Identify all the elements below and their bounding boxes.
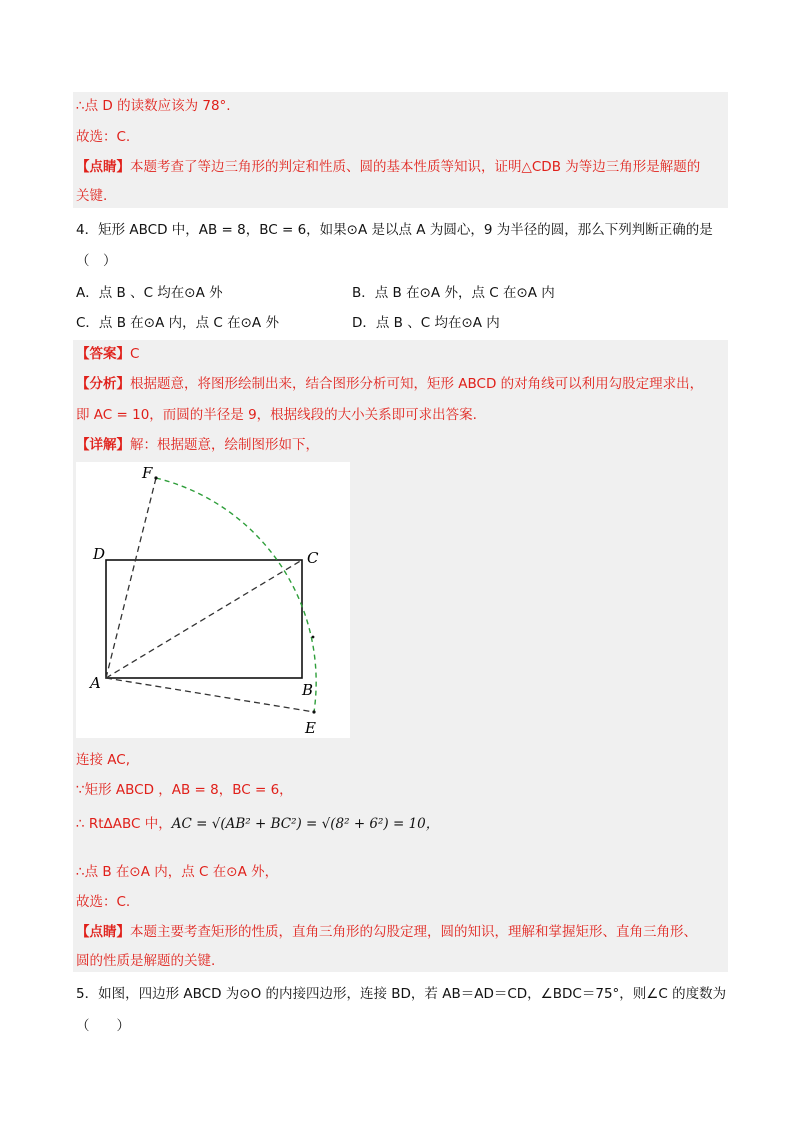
step-connect: 连接 AC, — [76, 752, 131, 768]
analysis-line-2: 即 AC = 10，而圆的半径是 9，根据线段的大小关系即可求出答案. — [76, 407, 477, 423]
arc-mark — [312, 636, 315, 639]
step-since: ∵矩形 ABCD ，AB = 8，BC = 6， — [76, 782, 293, 798]
q5-stem-line-1: 5．如图，四边形 ABCD 为⊙O 的内接四边形，连接 BD，若 AB＝AD＝CD，∠BDC＝75°，则∠C 的度数为 — [76, 986, 727, 1002]
answer-line — [76, 344, 139, 364]
prev-comment-line-1 — [76, 157, 700, 177]
analysis-tag: 【分析】 — [76, 376, 130, 392]
answer-tag: 【答案】 — [76, 346, 130, 362]
comment-tag: 【点睛】 — [76, 159, 130, 175]
label-b: B — [302, 681, 314, 699]
label-d: D — [93, 545, 106, 563]
analysis-text: 根据题意，将图形绘制出来，结合图形分析可知，矩形 ABCD 的对角线可以利用勾股定理求出， — [130, 376, 704, 392]
detail-tag: 【详解】 — [76, 437, 130, 453]
segment-ac — [106, 560, 302, 678]
q4-stem-line-2: （ ） — [76, 253, 117, 269]
step-choice: 故选：C. — [76, 894, 131, 910]
arc-circle-a — [156, 478, 316, 712]
segment-ae — [106, 678, 314, 712]
detail-line-1 — [76, 435, 319, 455]
analysis-line-1 — [76, 374, 703, 394]
label-a: A — [90, 674, 101, 692]
geometry-figure — [76, 462, 350, 738]
step-therefore — [76, 814, 439, 834]
comment-line-1 — [76, 922, 697, 942]
comment-text: 本题考查了等边三角形的判定和性质、圆的基本性质等知识，证明△CDB 为等边三角形是解题的 — [130, 159, 701, 175]
comment-text-2: 本题主要考查矩形的性质，直角三角形的勾股定理，圆的知识，理解和掌握矩形、直角三角形、 — [130, 924, 697, 940]
prev-line-1: ∴点 D 的读数应该为 78°. — [76, 98, 231, 114]
q4-option-c: C．点 B 在⊙A 内，点 C 在⊙A 外 — [76, 315, 279, 331]
point-e-mark — [312, 710, 315, 713]
prev-line-2: 故选：C. — [76, 129, 131, 145]
q5-stem-line-2: （ ） — [76, 1018, 130, 1034]
q4-option-d: D．点 B 、C 均在⊙A 内 — [352, 315, 500, 331]
pythagoras-equation: AC = √(AB² + BC²) = √(8² + 6²) = 10， — [171, 816, 440, 832]
label-e: E — [305, 719, 316, 737]
answer-value: C — [130, 346, 140, 362]
label-c: C — [307, 549, 319, 567]
comment-line-2: 圆的性质是解题的关键. — [76, 953, 216, 969]
figure-svg — [76, 462, 350, 738]
comment-tag-2: 【点睛】 — [76, 924, 130, 940]
detail-text: 解：根据题意，绘制图形如下， — [130, 437, 319, 453]
label-f: F — [142, 464, 153, 482]
prev-comment-line-2: 关键. — [76, 188, 108, 204]
q4-stem-line-1: 4．矩形 ABCD 中，AB = 8，BC = 6，如果⊙A 是以点 A 为圆心，9 为半径的圆，那么下列判断正确的是 — [76, 222, 713, 238]
therefore-prefix: ∴ RtΔABC 中， — [76, 816, 172, 832]
q4-option-b: B．点 B 在⊙A 外，点 C 在⊙A 内 — [352, 285, 555, 301]
q4-option-a: A．点 B 、C 均在⊙A 外 — [76, 285, 223, 301]
point-f-mark — [154, 476, 157, 479]
step-conclusion: ∴点 B 在⊙A 内，点 C 在⊙A 外， — [76, 864, 279, 880]
segment-af — [106, 478, 156, 678]
